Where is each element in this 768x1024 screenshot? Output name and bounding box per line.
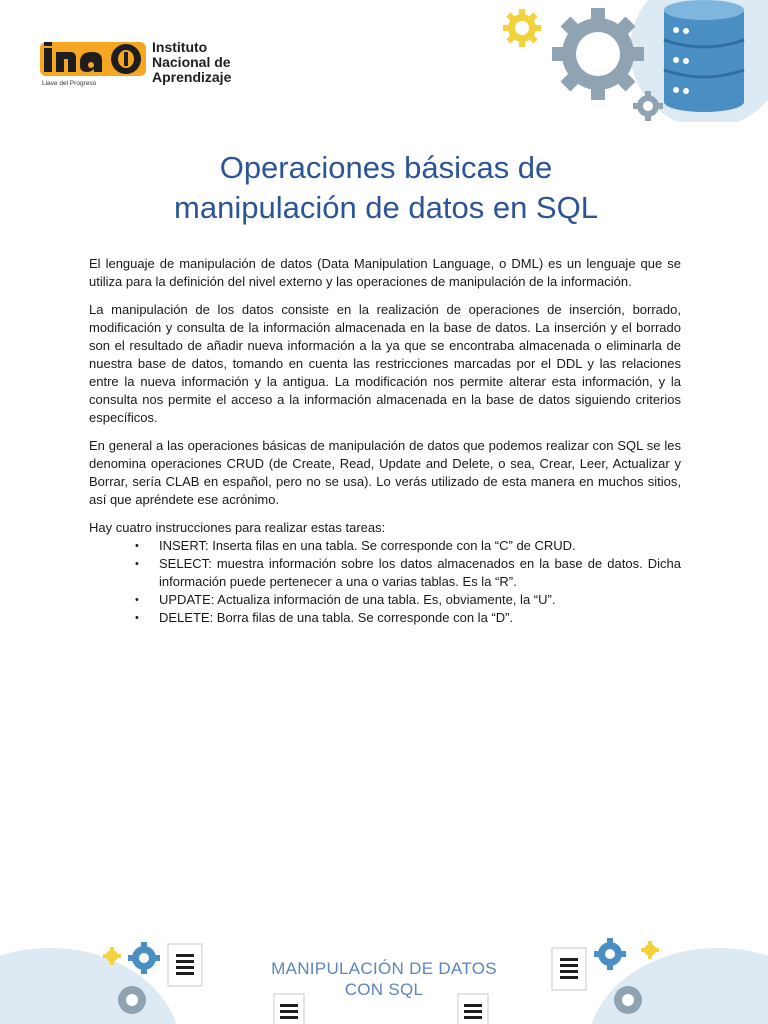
institution-name-line: Aprendizaje: [152, 69, 232, 85]
footer-title: [234, 958, 534, 1000]
header: [0, 0, 768, 122]
list-item-text: SELECT: muestra información sobre los datos almacenados en la base de datos. Dicha información puede pertenecer a una o varias tablas. Es la “R”.: [159, 556, 681, 589]
list-item: [135, 591, 681, 609]
title-line: Operaciones básicas de: [219, 150, 553, 185]
list-item-text: UPDATE: Actualiza información de una tabla. Es, obviamente, la “U”.: [159, 592, 556, 607]
gear-icon: [503, 9, 541, 47]
page-title: [90, 148, 682, 228]
ina-logo-mark: [40, 38, 148, 92]
document-icon: [552, 948, 586, 990]
footer-title-line: MANIPULACIÓN DE DATOS: [271, 959, 497, 978]
list-item: [135, 609, 681, 627]
database-icon: [664, 0, 744, 112]
bullet-icon: •: [135, 540, 139, 552]
bullet-icon: •: [135, 594, 139, 606]
gear-icon: [594, 938, 626, 970]
institution-name-line: Nacional de: [152, 54, 231, 70]
title-line: manipulación de datos en SQL: [174, 190, 598, 225]
paragraph: Hay cuatro instrucciones para realizar estas tareas:: [89, 520, 386, 535]
paragraph: La manipulación de los datos consiste en la realización de operaciones de inserción, borrado, modificación y consulta de la información almacenada en la base de datos. La inserción y el borrado son el resultado de añadir nueva información a la ya que se encontraba almacenada o eliminarla de nuestra base de datos, tomando en cuenta las restricciones marcadas por el DDL y las relaciones entre la nueva información y la antigua. La modificación nos permite alterar esta información, y la consulta nos permite el acceso a la información almacenada en la base de datos siguiendo criterios específicos.: [89, 302, 681, 425]
paragraph: El lenguaje de manipulación de datos (Data Manipulation Language, o DML) es un lenguaje que se utiliza para la definición del nivel externo y las operaciones de manipulación de la información.: [89, 256, 681, 289]
bullet-icon: •: [135, 558, 139, 570]
gear-icon: [614, 986, 642, 1014]
list-item-text: DELETE: Borra filas de una tabla. Se corresponde con la “D”.: [159, 610, 514, 625]
list-item: [135, 555, 681, 591]
header-decoration: [490, 0, 768, 122]
list-item-text: INSERT: Inserta filas en una tabla. Se corresponde con la “C” de CRUD.: [159, 538, 576, 553]
logo-tagline: Llave del Progreso: [42, 80, 97, 87]
gear-icon: [552, 8, 644, 100]
bullet-icon: •: [135, 612, 139, 624]
paragraph: En general a las operaciones básicas de manipulación de datos que podemos realizar con SQL se les denomina operaciones CRUD (de Create, Read, Update and Delete, o sea, Crear, Leer, Actualizar y Borrar, sería CLAB en español, pero no se usa). Lo verás utilizado de esta manera en muchos sitios, así que apréndete ese acrónimo.: [89, 438, 681, 507]
document-body: [89, 255, 681, 627]
instruction-list: [89, 537, 681, 627]
list-item: [135, 537, 681, 555]
ina-logo: [40, 38, 250, 92]
gear-icon: [118, 986, 146, 1014]
document-icon: [168, 944, 202, 986]
gear-icon: [641, 941, 659, 959]
institution-name: [152, 40, 252, 85]
footer: [0, 928, 768, 1024]
gear-icon: [128, 942, 160, 974]
institution-name-line: Instituto: [152, 39, 208, 55]
ina-logo-graphic: [40, 38, 148, 80]
footer-title-line: CON SQL: [344, 980, 424, 999]
